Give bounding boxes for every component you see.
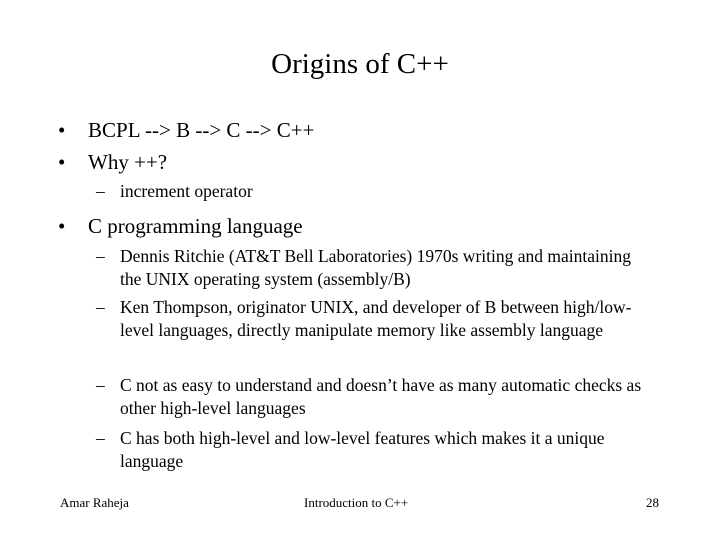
sub-bullet-text: Ken Thompson, originator UNIX, and developer of B between high/low-level languages, directly manipulate memory like assembly language <box>120 297 632 340</box>
bullet-text: C programming language <box>88 214 303 238</box>
sub-bullet-item <box>96 180 656 203</box>
sub-bullet-text: C has both high-level and low-level features which makes it a unique language <box>120 428 605 471</box>
sub-bullet-text: Dennis Ritchie (AT&T Bell Laboratories) 1970s writing and maintaining the UNIX operating system (assembly/B) <box>120 246 631 289</box>
sub-bullet-item <box>96 245 656 291</box>
sub-bullet-text: increment operator <box>120 181 253 201</box>
footer-course: Introduction to C++ <box>304 495 409 510</box>
dash-marker: – <box>96 428 105 448</box>
dash-marker: – <box>96 246 105 266</box>
sub-bullet-item <box>96 296 656 342</box>
bullet-marker: • <box>58 214 66 238</box>
sub-bullet-item <box>96 427 656 473</box>
bullet-text: Why ++? <box>88 150 168 174</box>
dash-marker: – <box>96 297 105 317</box>
footer-author: Amar Raheja <box>60 495 129 510</box>
sub-bullet-item <box>96 374 656 420</box>
slide-title: Origins of C++ <box>271 48 449 80</box>
bullet-marker: • <box>58 150 66 174</box>
bullet-text: BCPL --> B --> C --> C++ <box>88 118 315 142</box>
dash-marker: – <box>96 181 105 201</box>
bullet-marker: • <box>58 118 66 142</box>
sub-bullet-text: C not as easy to understand and doesn’t have as many automatic checks as other high-level languages <box>120 375 642 418</box>
dash-marker: – <box>96 375 105 395</box>
footer-page-number: 28 <box>646 495 659 510</box>
